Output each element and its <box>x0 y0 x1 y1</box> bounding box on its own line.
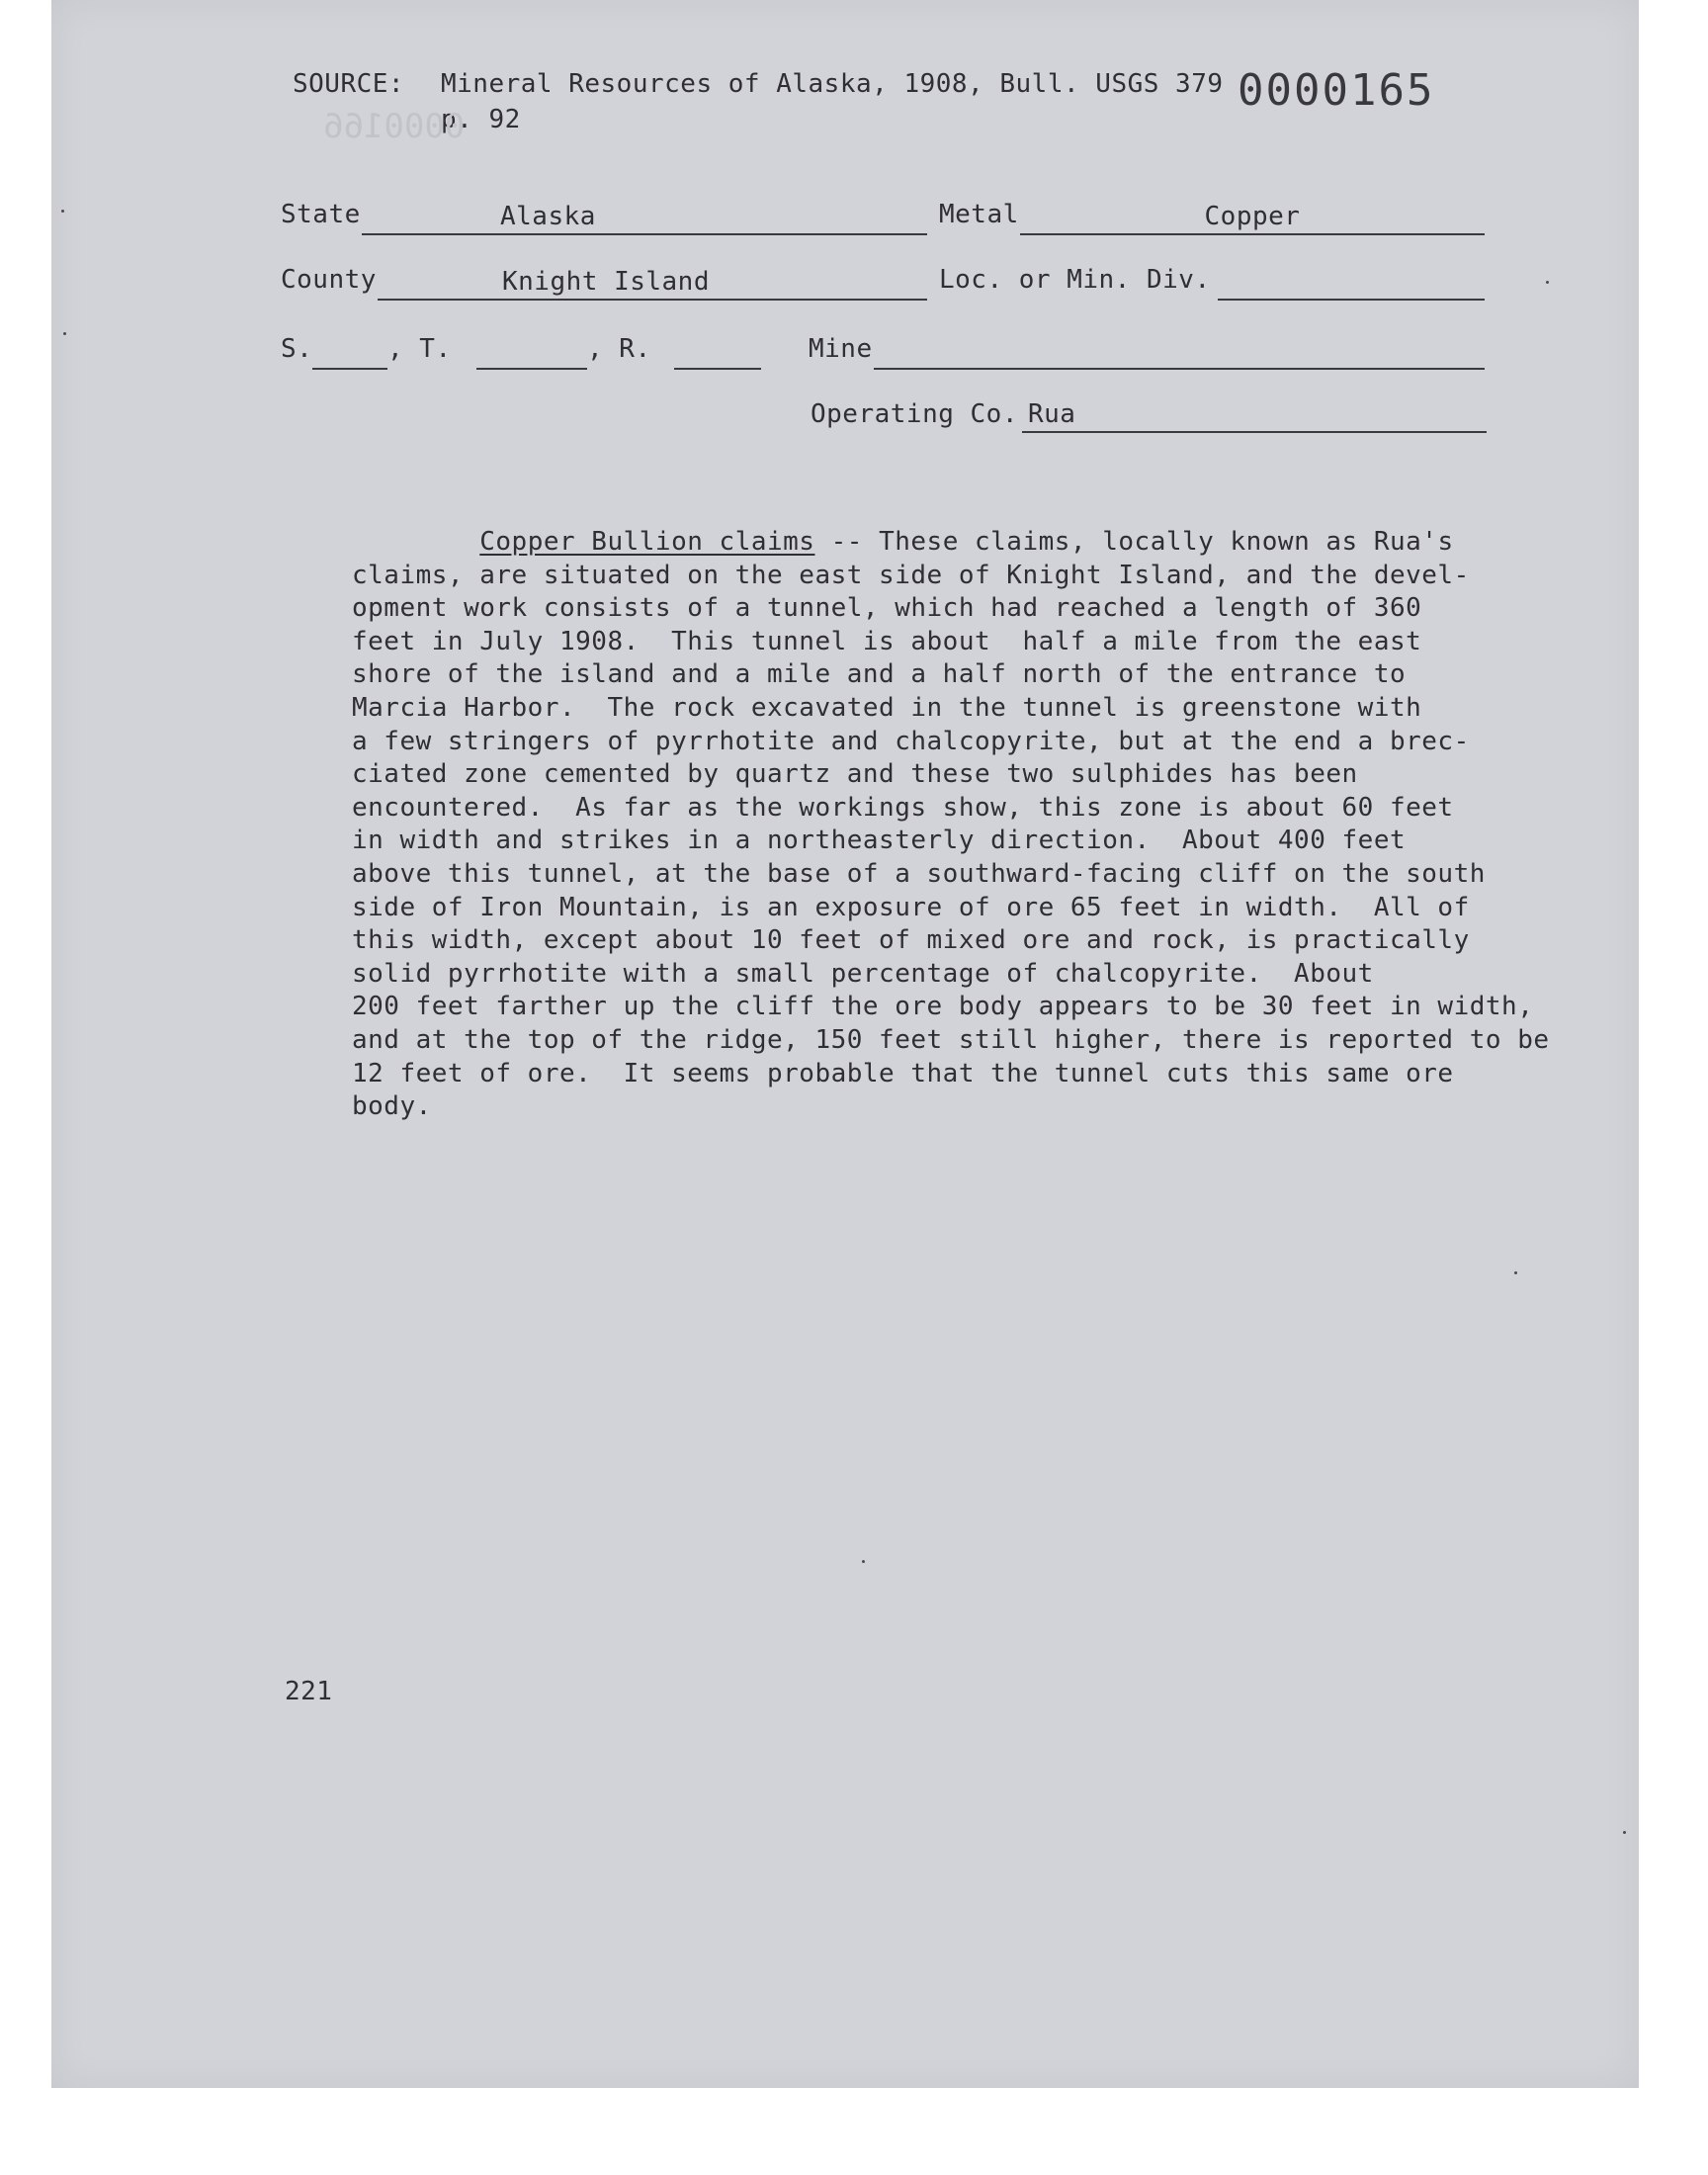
paragraph-line: 200 feet farther up the cliff the ore body appears to be 30 feet in width, <box>352 992 1534 1022</box>
township-label: , T. <box>387 334 452 364</box>
scan-speck <box>1546 281 1549 284</box>
paragraph-line: in width and strikes in a northeasterly direction. About 400 feet <box>352 826 1407 856</box>
paragraph-first-line <box>352 526 1597 560</box>
township-field <box>476 338 587 370</box>
paragraph-line: and at the top of the ridge, 150 feet still higher, there is reported to be <box>352 1024 1550 1055</box>
operating-co-label: Operating Co. <box>811 399 1018 429</box>
page-number: 221 <box>285 1677 333 1706</box>
paragraph-line: 12 feet of ore. It seems probable that the tunnel cuts this same ore <box>352 1058 1454 1088</box>
paragraph-line: claims, are situated on the east side of Knight Island, and the devel- <box>352 560 1470 590</box>
scan-speck <box>862 1560 865 1563</box>
state-field <box>362 204 927 235</box>
document-page <box>51 0 1639 2088</box>
first-line-rest: -- These claims, locally known as Rua's <box>814 527 1454 557</box>
county-field <box>378 269 927 301</box>
county-value: Knight Island <box>502 267 710 297</box>
mine-field <box>874 338 1485 370</box>
county-label: County <box>281 265 377 295</box>
mine-label: Mine <box>809 334 873 364</box>
source-page: p. 92 <box>441 105 521 134</box>
loc-field <box>1218 269 1485 301</box>
paragraph-line: above this tunnel, at the base of a southward-facing cliff on the south <box>352 858 1486 889</box>
paragraph-line: a few stringers of pyrrhotite and chalcopyrite, but at the end a brec- <box>352 726 1470 756</box>
range-field <box>674 338 761 370</box>
bleed-through-number: 0000166 <box>323 107 466 146</box>
operating-co-value: Rua <box>1028 399 1076 429</box>
paragraph-line: solid pyrrhotite with a small percentage of chalcopyrite. About <box>352 958 1374 989</box>
paragraph-line: ciated zone cemented by quartz and these two sulphides has been <box>352 759 1358 790</box>
paragraph-line: Marcia Harbor. The rock excavated in the tunnel is greenstone with <box>352 692 1422 723</box>
section-label: S. <box>281 334 313 364</box>
description-paragraph <box>352 526 1597 1124</box>
source-citation: Mineral Resources of Alaska, 1908, Bull. USGS 379 <box>441 69 1224 99</box>
scan-speck <box>1514 1271 1517 1274</box>
loc-label: Loc. or Min. Div. <box>939 265 1211 295</box>
source-label: SOURCE: <box>293 69 405 99</box>
paragraph-line: side of Iron Mountain, is an exposure of ore 65 feet in width. All of <box>352 892 1470 922</box>
paragraph-line: opment work consists of a tunnel, which had reached a length of 360 <box>352 593 1422 624</box>
paragraph-line: this width, except about 10 feet of mixed ore and rock, is practically <box>352 925 1470 956</box>
scan-speck <box>63 332 66 335</box>
section-field <box>312 338 387 370</box>
state-value: Alaska <box>500 202 596 231</box>
record-number-stamp: 0000165 <box>1238 65 1435 116</box>
paragraph-line: encountered. As far as the workings show, this zone is about 60 feet <box>352 792 1454 823</box>
range-label: , R. <box>587 334 651 364</box>
paragraph-line: body. <box>352 1091 432 1122</box>
scan-speck <box>1623 1831 1626 1834</box>
operating-co-field <box>1022 401 1487 433</box>
metal-field <box>1020 204 1485 235</box>
paragraph-line: feet in July 1908. This tunnel is about half a mile from the east <box>352 626 1422 656</box>
claim-name: Copper Bullion claims <box>479 527 815 557</box>
paragraph-line: shore of the island and a mile and a half north of the entrance to <box>352 659 1407 690</box>
state-label: State <box>281 200 361 229</box>
metal-value: Copper <box>1204 202 1301 231</box>
scan-speck <box>61 210 64 213</box>
metal-label: Metal <box>939 200 1019 229</box>
